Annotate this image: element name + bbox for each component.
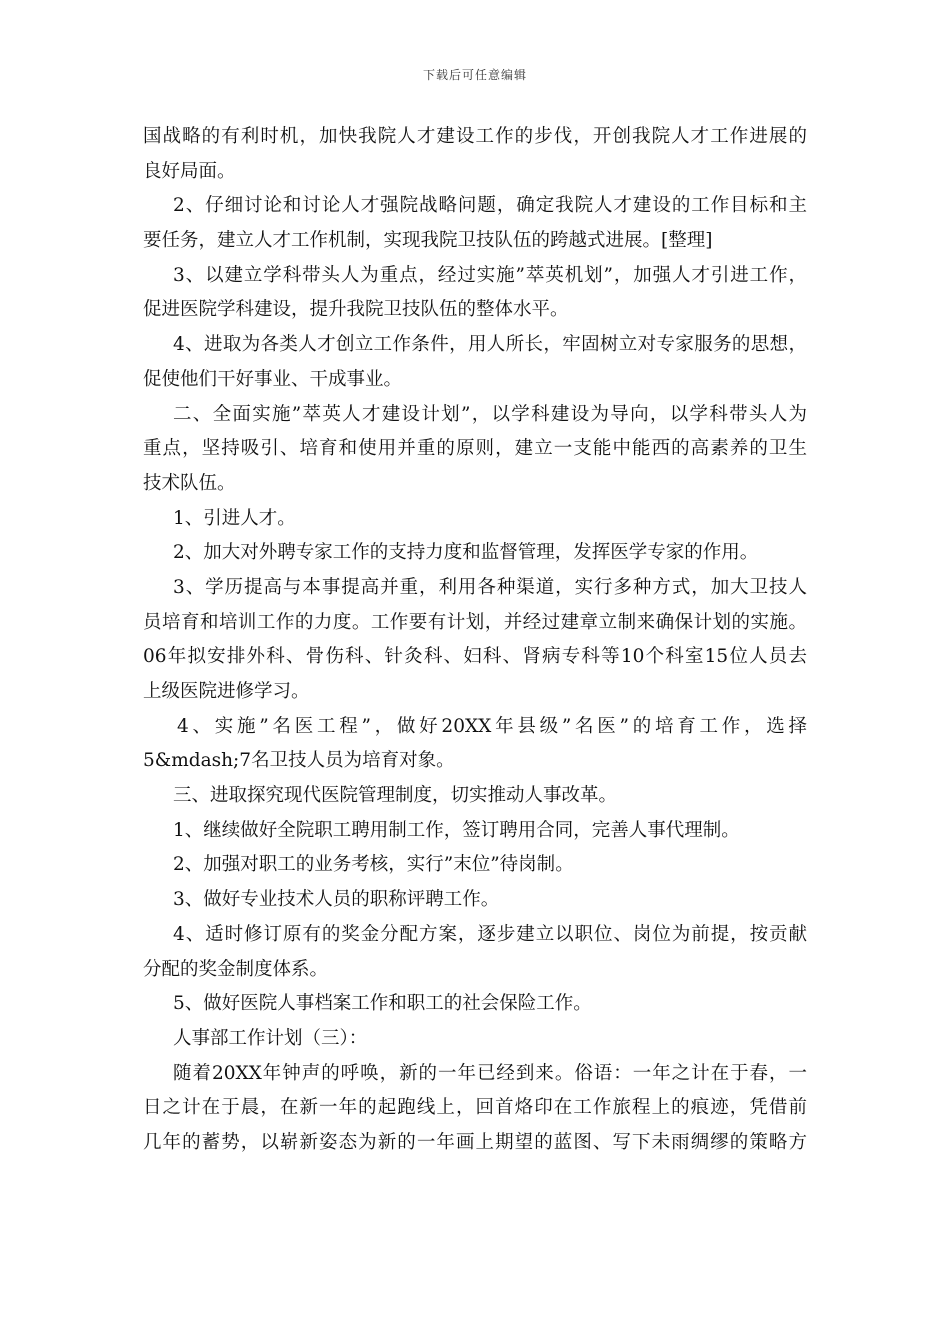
text-line: 随着20XX年钟声的呼唤，新的一年已经到来。俗语：一年之计在于春，一 <box>173 1062 807 1084</box>
text-line: 三、进取探究现代医院管理制度，切实推动人事改革。 <box>173 785 618 807</box>
text-line: 分配的奖金制度体系。 <box>143 958 329 980</box>
text-line: 1、继续做好全院职工聘用制工作，签订聘用合同，完善人事代理制。 <box>173 819 740 841</box>
text-line: 2、仔细讨论和讨论人才强院战略问题，确定我院人才建设的工作目标和主 <box>173 195 807 217</box>
text-line: 4、适时修订原有的奖金分配方案，逐步建立以职位、岗位为前提，按贡献 <box>173 923 807 945</box>
text-line: 06年拟安排外科、骨伤科、针灸科、妇科、肾病专科等10个科室15位人员去 <box>143 646 807 668</box>
text-line: 良好局面。 <box>143 160 236 182</box>
text-line: 4、进取为各类人才创立工作条件，用人所长，牢固树立对专家服务的思想， <box>173 334 807 356</box>
text-line: 上级医院进修学习。 <box>143 681 310 702</box>
text-line: 员培育和培训工作的力度。工作要有计划，并经过建章立制来确保计划的实施。 <box>143 611 807 633</box>
document-body <box>143 120 807 1161</box>
text-line: 几年的蓄势，以崭新姿态为新的一年画上期望的蓝图、写下未雨绸缪的策略方 <box>143 1131 807 1153</box>
text-line: 5&mdash;7名卫技人员为培育对象。 <box>143 750 455 772</box>
text-line: 5、做好医院人事档案工作和职工的社会保险工作。 <box>173 993 592 1015</box>
text-line: 2、加强对职工的业务考核，实行”末位”待岗制。 <box>173 854 574 876</box>
text-line: 日之计在于晨，在新一年的起跑线上，回首烙印在工作旅程上的痕迹，凭借前 <box>143 1097 807 1119</box>
text-line: 促进医院学科建设，提升我院卫技队伍的整体水平。 <box>143 299 569 321</box>
page-header-note: 下载后可任意编辑 <box>422 68 527 82</box>
text-line: 4、实施”名医工程”，做好20XX年县级”名医”的培育工作，选择 <box>177 715 807 737</box>
text-line: 1、引进人才。 <box>173 507 296 529</box>
text-line: 3、学历提高与本事提高并重，利用各种渠道，实行多种方式，加大卫技人 <box>173 576 807 598</box>
text-line: 二、全面实施”萃英人才建设计划”，以学科建设为导向，以学科带头人为 <box>173 403 807 425</box>
text-line: 国战略的有利时机，加快我院人才建设工作的步伐，开创我院人才工作进展的 <box>143 126 807 147</box>
text-line: 3、做好专业技术人员的职称评聘工作。 <box>173 889 500 911</box>
text-line: 要任务，建立人才工作机制，实现我院卫技队伍的跨越式进展。[整理] <box>143 230 713 252</box>
text-line: 技术队伍。 <box>143 472 236 494</box>
text-line: 重点，坚持吸引、培育和使用并重的原则，建立一支能中能西的高素养的卫生 <box>143 438 807 460</box>
text-line: 3、以建立学科带头人为重点，经过实施”萃英机划”，加强人才引进工作， <box>173 264 807 286</box>
section-heading: 人事部工作计划（三）： <box>173 1027 368 1049</box>
text-line: 促使他们干好事业、干成事业。 <box>143 368 403 390</box>
text-line: 2、加大对外聘专家工作的支持力度和监督管理，发挥医学专家的作用。 <box>173 542 759 564</box>
